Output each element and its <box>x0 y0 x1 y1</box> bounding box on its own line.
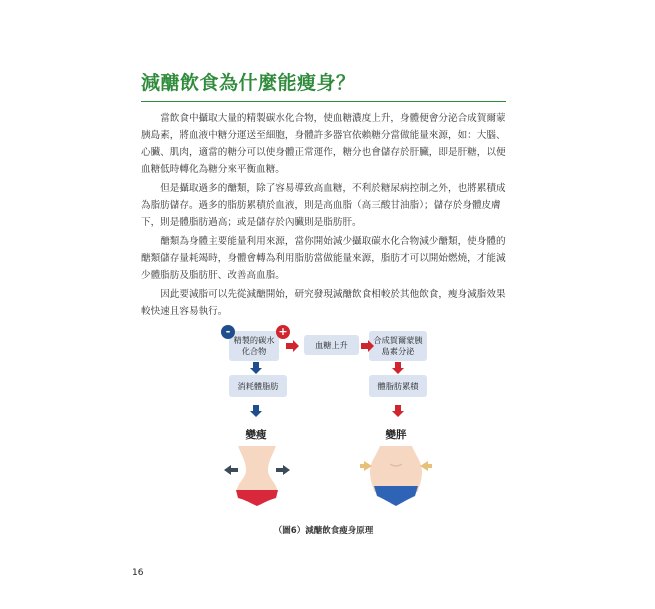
heading-divider <box>141 101 506 102</box>
paragraph-4: 因此要減脂可以先從減醣開始，研究發現減醣飲食相較於其他飲食，瘦身減脂效果較快速且容易執行。 <box>141 289 506 317</box>
arrow-down-red-2-icon <box>392 405 404 417</box>
arrow-sugar-to-insulin-icon <box>361 340 375 352</box>
box-body-fat-accumulation: 體脂肪累積 <box>369 375 427 397</box>
paragraph-3: 醣類為身體主要能量利用來源，當你開始減少攝取碳水化合物減少醣類，使身體的醣類儲存量耗竭時，身體會轉為利用脂肪當做能量來源，脂肪才可以開始燃燒，才能減少體脂肪及脂肪肝、改善高血脂。 <box>141 236 506 281</box>
plus-badge: + <box>276 325 290 339</box>
box-refined-carbs: 精製的碳水化合物 <box>229 331 279 361</box>
outcome-thin-label: 變瘦 <box>245 429 267 441</box>
arrow-down-blue-1-icon <box>250 362 262 374</box>
paragraph-2: 但是攝取過多的醣類，除了容易導致高血糖，不利於糖尿病控制之外，也將累積成為脂肪儲存。過多的脂肪累積於血液，則是高血脂（高三酸甘油脂）；儲存於身體皮膚下，則是體脂肪過高；或是儲存於內臟則是脂肪肝。 <box>141 183 506 228</box>
body-text <box>141 110 509 322</box>
arrow-down-red-1-icon <box>392 362 404 374</box>
box-insulin-secretion: 合成賀爾蒙胰島素分泌 <box>369 331 427 361</box>
minus-badge: - <box>221 325 235 339</box>
arrow-down-blue-2-icon <box>250 405 262 417</box>
arrow-carbs-to-sugar-icon <box>286 340 300 352</box>
figure-caption: （圖6）減醣飲食瘦身原理 <box>273 526 374 536</box>
box-burn-body-fat: 消耗體脂肪 <box>229 375 287 397</box>
page-number: 16 <box>132 568 144 578</box>
paragraph-1: 當飲食中攝取大量的精製碳水化合物，使血糖濃度上升，身體便會分泌合成賀爾蒙胰島素，將血液中糖分運送至細胞，身體許多器官依賴糖分當做能量來源，如：大腦、心臟、肌肉，適當的糖分可以使身體正常運作，糖分也會儲存於肝臟，即是肝糖，以便血糖低時轉化為糖分來平衡血糖。 <box>141 113 506 175</box>
section-heading: 減醣飲食為什麼能瘦身？ <box>141 72 356 94</box>
outcome-fat-label: 變胖 <box>385 429 407 441</box>
chubby-waist-torso-icon <box>360 446 432 506</box>
box-blood-sugar-rise: 血糖上升 <box>304 335 359 355</box>
slim-waist-torso-icon <box>224 446 290 506</box>
